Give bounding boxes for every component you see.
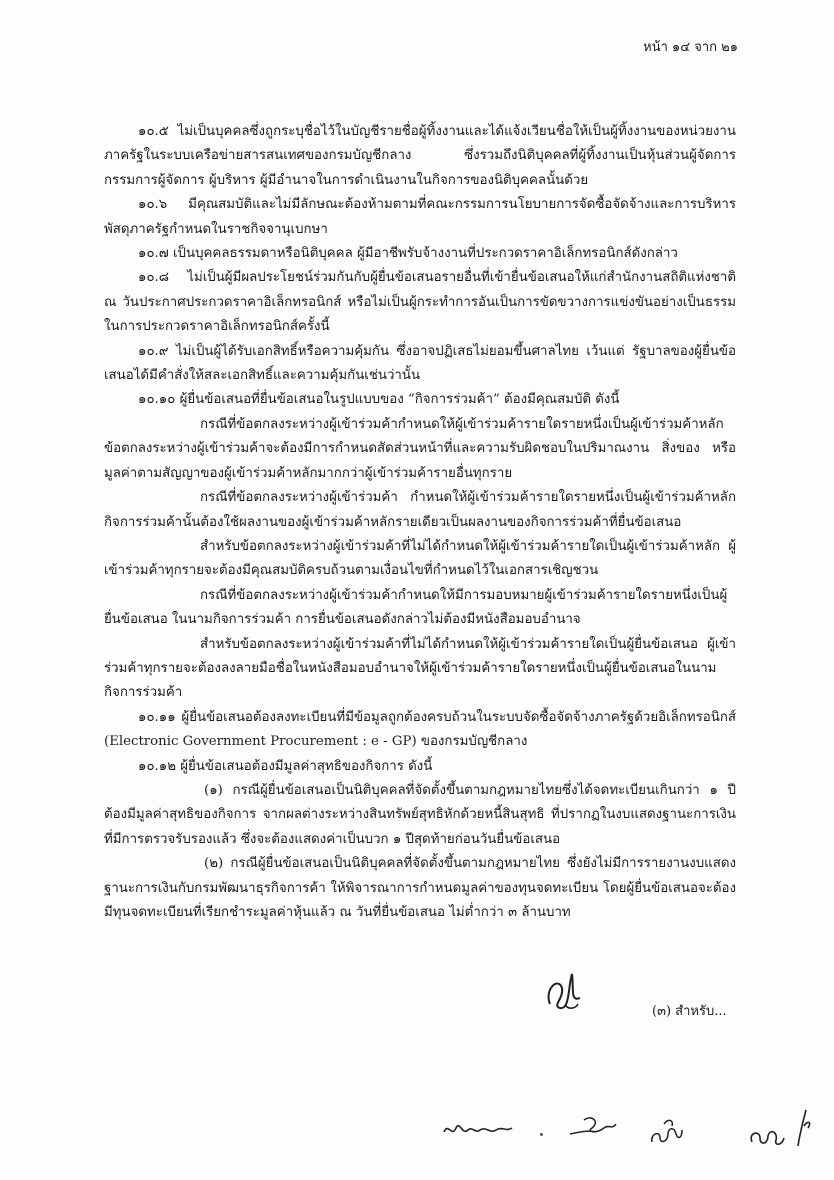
joint-venture-case-1: กรณีที่ข้อตกลงระหว่างผู้เข้าร่วมค้ากำหนดให้ผู้เข้าร่วมค้ารายใดรายหนึ่งเป็นผู้เข้าร่วมค้าหลัก ข้อตกลงระหว่างผู้เข้าร่วมค้าจะต้องมีการกำหนดสัดส่วนหน้าที่และความรับผิดชอบในปริมาณงาน สิ่งของ หรือมูลค่าตามสัญญาของผู้เข้าร่วมค้าหลักมากกว่าผู้เข้าร่วมค้ารายอื่นทุกราย — [104, 416, 736, 481]
clause-10-8: ๑๐.๘ ไม่เป็นผู้มีผลประโยชน์ร่วมกันกับผู้ยื่นข้อเสนอรายอื่นที่เข้ายื่นข้อเสนอให้แก่สำนักงานสถิติแห่งชาติ ณ วันประกาศประกวดราคาอิเล็กทรอนิกส์ หรือไม่เป็นผู้กระทำการอันเป็นการขัดขวางการแข่งขันอย่างเป็นธรรมในการประกวดราคาอิเล็กทรอนิกส์ครั้งนี้ — [104, 270, 736, 335]
net-worth-case-1: (๑) กรณีผู้ยื่นข้อเสนอเป็นนิติบุคคลที่จัดตั้งขึ้นตามกฎหมายไทยซึ่งได้จดทะเบียนเกินกว่า ๑ ปี ต้องมีมูลค่าสุทธิของกิจการ จากผลต่างระหว่างสินทรัพย์สุทธิหักด้วยหนี้สินสุทธิ ที่ปรากฏในงบแสดงฐานะการเงินที่มีการตรวจรับรองแล้ว ซึ่งจะต้องแสดงค่าเป็นบวก ๑ ปีสุดท้ายก่อนวันยื่นข้อเสนอ — [104, 782, 736, 847]
signature-initial-2 — [566, 1112, 620, 1142]
clause-10-7: ๑๐.๗ เป็นบุคคลธรรมดาหรือนิติบุคคล ผู้มีอาชีพรับจ้างงานที่ประกวดราคาอิเล็กทรอนิกส์ดังกล่าว — [138, 246, 678, 262]
net-worth-case-2: (๒) กรณีผู้ยื่นข้อเสนอเป็นนิติบุคคลที่จัดตั้งขึ้นตามกฎหมายไทย ซึ่งยังไม่มีการรายงานงบแสดงฐานะการเงินกับกรมพัฒนาธุรกิจการค้า ให้พิจารณาการกำหนดมูลค่าของทุนจดทะเบียน โดยผู้ยื่นข้อเสนอจะต้องมีทุนจดทะเบียนที่เรียกชำระมูลค่าหุ้นแล้ว ณ วันที่ยื่นข้อเสนอ ไม่ต่ำกว่า ๓ ล้านบาท — [104, 856, 736, 920]
joint-venture-case-5: สำหรับข้อตกลงระหว่างผู้เข้าร่วมค้าที่ไม่ได้กำหนดให้ผู้เข้าร่วมค้ารายใดเป็นผู้ยื่นข้อเสนอ ผู้เข้าร่วมค้าทุกรายจะต้องลงลายมือชื่อในหนังสือมอบอำนาจให้ผู้เข้าร่วมค้ารายใดรายหนึ่งเป็นผู้ยื่นข้อเสนอในนามกิจการร่วมค้า — [104, 636, 736, 701]
clause-10-6: ๑๐.๖ มีคุณสมบัติและไม่มีลักษณะต้องห้ามตามที่คณะกรรมการนโยบายการจัดซื้อจัดจ้างและการบริหารพัสดุภาครัฐกำหนดในราชกิจจานุเบกษา — [104, 197, 736, 237]
joint-venture-case-4: กรณีที่ข้อตกลงระหว่างผู้เข้าร่วมค้ากำหนดให้มีการมอบหมายผู้เข้าร่วมค้ารายใดรายหนึ่งเป็นผู้ยื่นข้อเสนอ ในนามกิจการร่วมค้า การยื่นข้อเสนอดังกล่าวไม่ต้องมีหนังสือมอบอำนาจ — [104, 587, 728, 628]
clause-10-11: ๑๐.๑๑ ผู้ยื่นข้อเสนอต้องลงทะเบียนที่มีข้อมูลถูกต้องครบถ้วนในระบบจัดซื้อจัดจ้างภาครัฐด้วยอิเล็กทรอนิกส์ (Electronic Government Procurement : e - GP) ของกรมบัญชีกลาง — [104, 709, 736, 750]
signature-initial-3 — [646, 1116, 686, 1150]
signature-initial-1 — [440, 1116, 516, 1142]
clause-10-5: ๑๐.๕ ไม่เป็นบุคคลซึ่งถูกระบุชื่อไว้ในบัญชีรายชื่อผู้ทิ้งงานและได้แจ้งเวียนชื่อให้เป็นผู้ทิ้งงานของหน่วยงานภาครัฐในระบบเครือข่ายสารสนเทศของกรมบัญชีกลาง ซึ่งรวมถึงนิติบุคคลที่ผู้ทิ้งงานเป็นหุ้นส่วนผู้จัดการ กรรมการผู้จัดการ ผู้บริหาร ผู้มีอำนาจในการดำเนินงานในกิจการของนิติบุคคลนั้นด้วย — [104, 124, 736, 188]
signature-main — [536, 968, 590, 1016]
page-number: หน้า ๑๔ จาก ๒๑ — [643, 40, 738, 55]
continuation-note: (๓) สำหรับ... — [652, 1004, 727, 1019]
joint-venture-case-2: กรณีที่ข้อตกลงระหว่างผู้เข้าร่วมค้า กำหนดให้ผู้เข้าร่วมค้ารายใดรายหนึ่งเป็นผู้เข้าร่วมค้าหลัก กิจการร่วมค้านั้นต้องใช้ผลงานของผู้เข้าร่วมค้าหลักรายเดียวเป็นผลงานของกิจการร่วมค้าที่ยื่นข้อเสนอ — [104, 490, 736, 530]
ink-dot — [540, 1133, 543, 1136]
joint-venture-case-3: สำหรับข้อตกลงระหว่างผู้เข้าร่วมค้าที่ไม่ได้กำหนดให้ผู้เข้าร่วมค้ารายใดเป็นผู้เข้าร่วมค้าหลัก ผู้เข้าร่วมค้าทุกรายจะต้องมีคุณสมบัติครบถ้วนตามเงื่อนไขที่กำหนดไว้ในเอกสารเชิญชวน — [104, 538, 736, 579]
document-body — [104, 120, 736, 925]
clause-10-9: ๑๐.๙ ไม่เป็นผู้ได้รับเอกสิทธิ์หรือความคุ้มกัน ซึ่งอาจปฏิเสธไม่ยอมขึ้นศาลไทย เว้นแต่ รัฐบาลของผู้ยื่นข้อเสนอได้มีคำสั่งให้สละเอกสิทธิ์และความคุ้มกันเช่นว่านั้น — [104, 343, 736, 384]
signature-initial-4 — [746, 1102, 816, 1154]
clause-10-12: ๑๐.๑๒ ผู้ยื่นข้อเสนอต้องมีมูลค่าสุทธิของกิจการ ดังนี้ — [138, 758, 433, 774]
clause-10-10: ๑๐.๑๐ ผู้ยื่นข้อเสนอที่ยื่นข้อเสนอในรูปแบบของ “กิจการร่วมค้า” ต้องมีคุณสมบัติ ดังนี้ — [138, 392, 620, 408]
